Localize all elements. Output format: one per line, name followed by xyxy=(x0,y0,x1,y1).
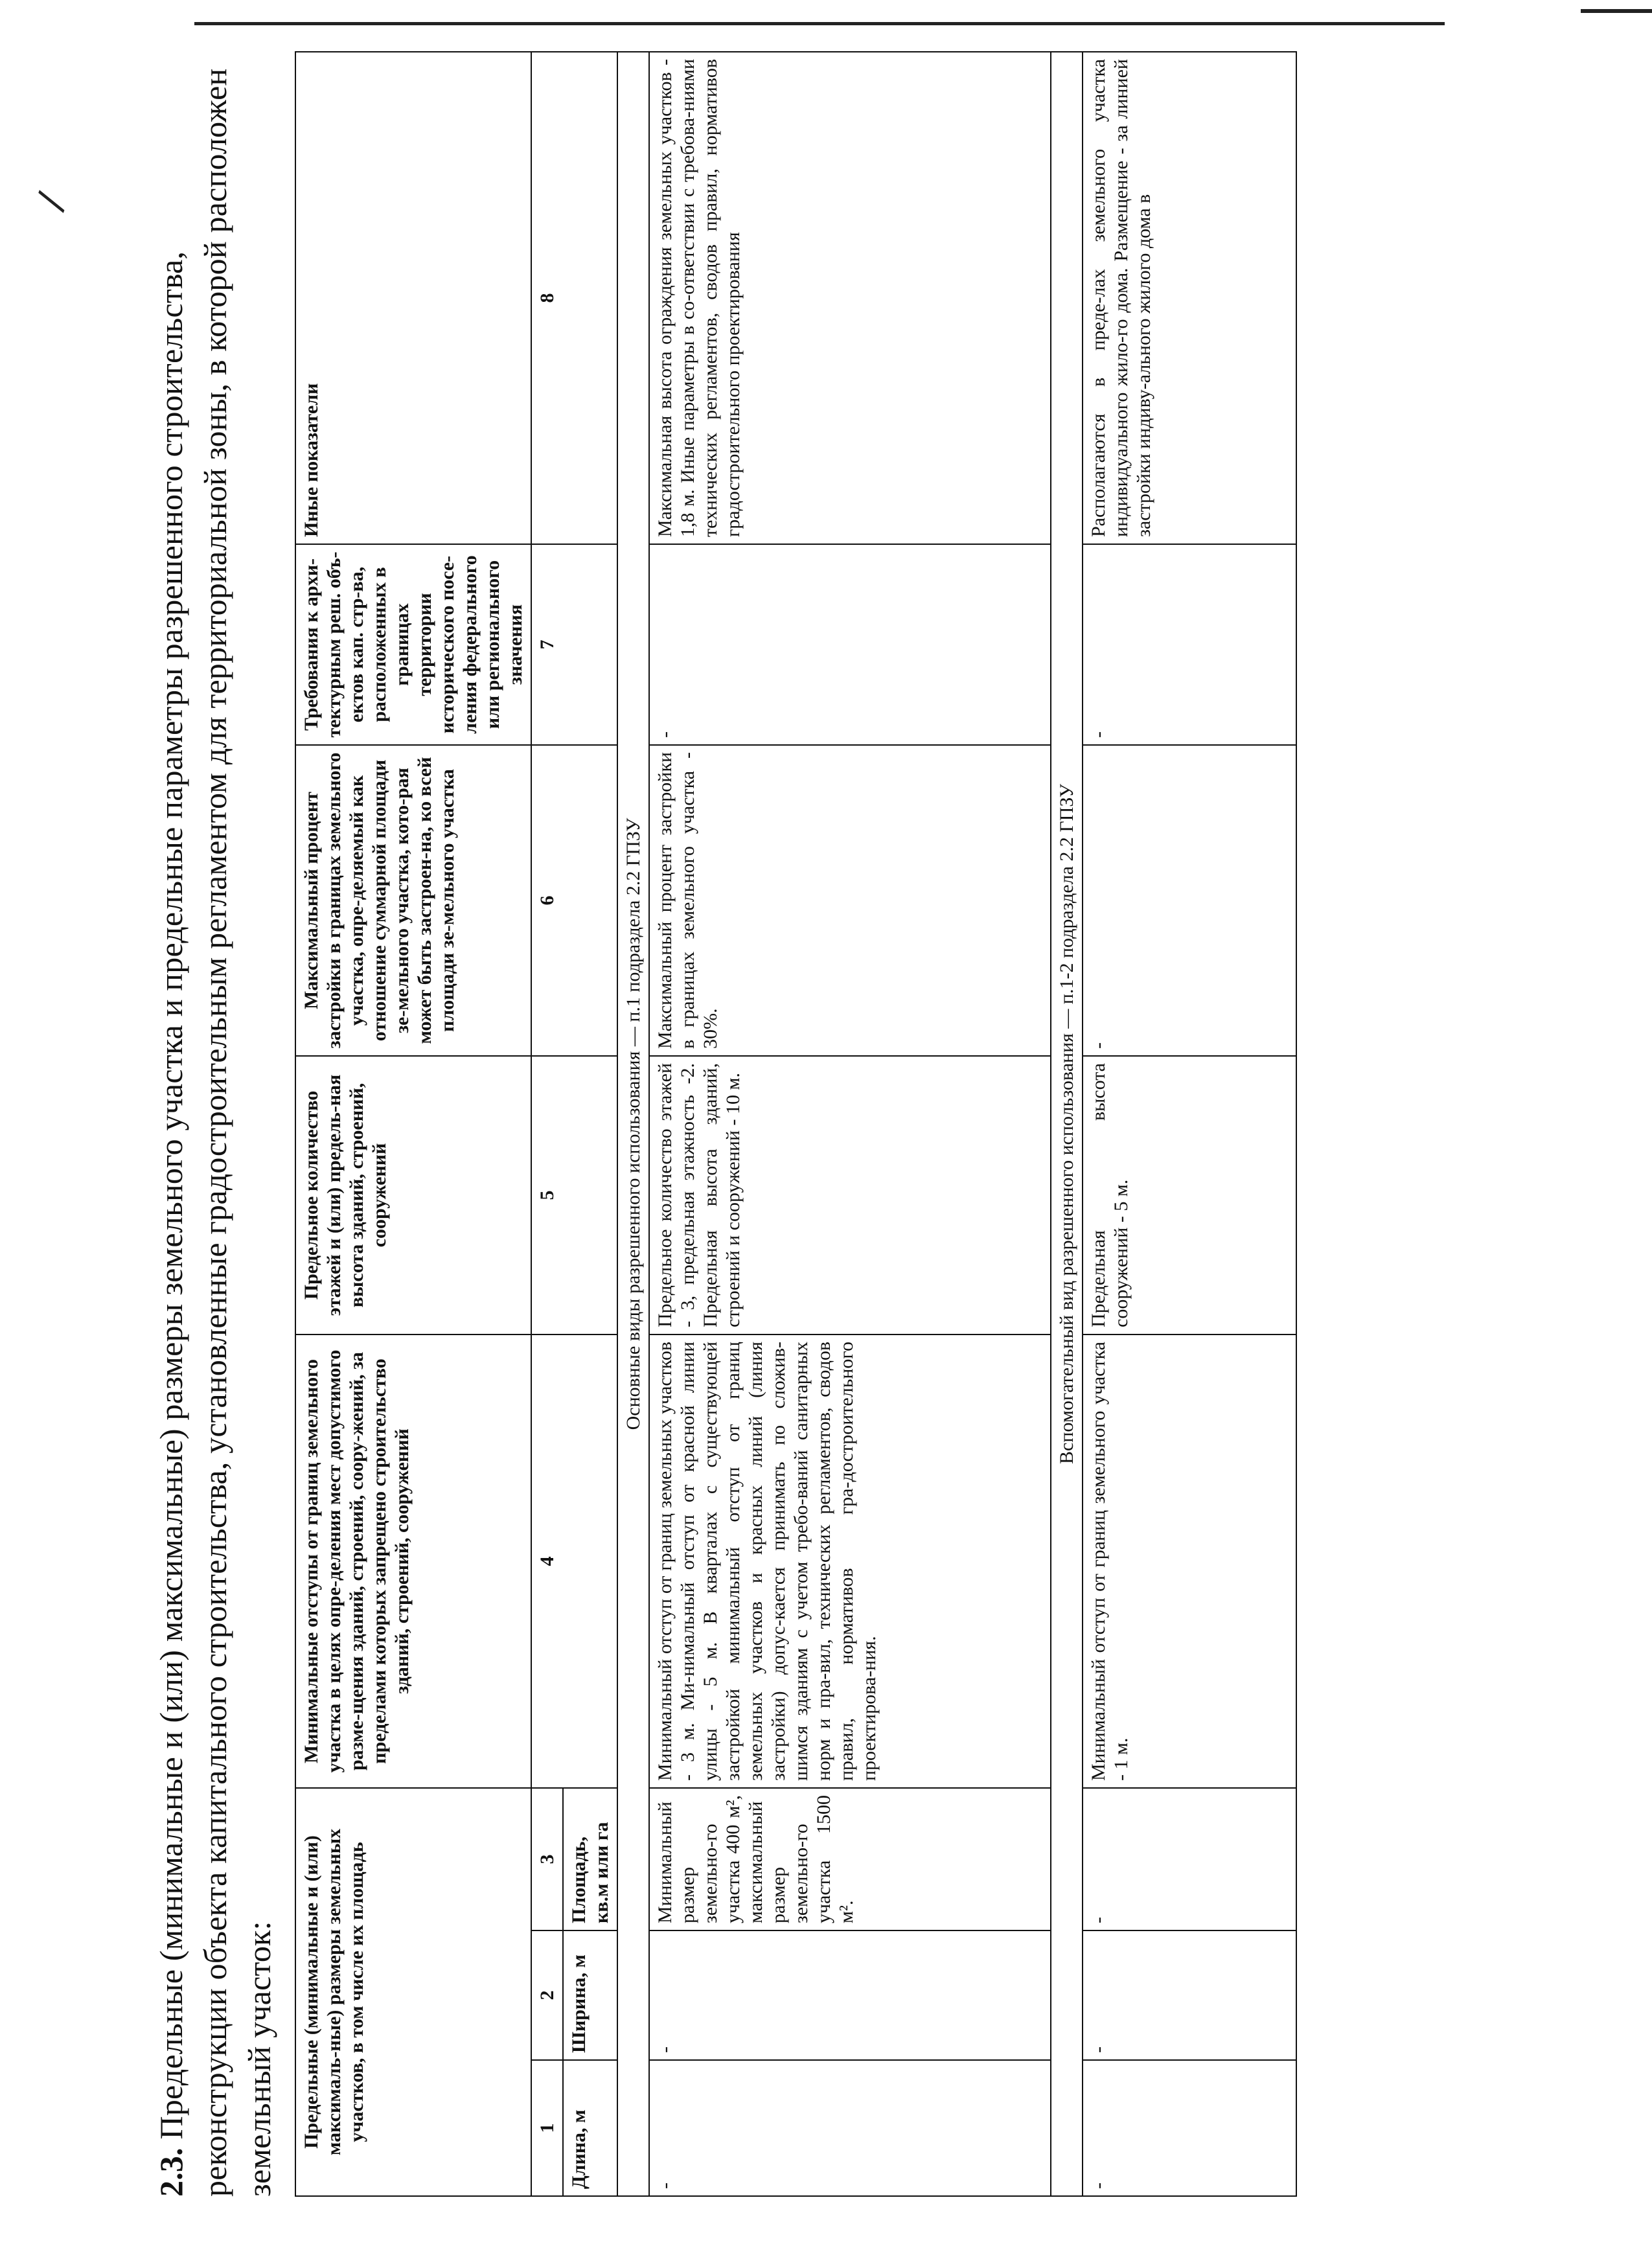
main-length: - xyxy=(649,2060,1051,2196)
col-number-4: 4 xyxy=(531,1334,617,1788)
number-row xyxy=(531,52,563,2196)
heading-text: Предельные (минимальные и (или) максимальные) размеры земельного участка и предельные параметры разрешенного строительства, реконструкции объекта капитального строительства, установленные градостроительным регламентом для территориальной зоны, в которой расположен земельный участок: xyxy=(153,68,277,2197)
aux-width: - xyxy=(1083,1930,1296,2060)
header-row xyxy=(295,52,531,2196)
main-area: Минимальный размер земельно-го участка 400 м², максимальный размер земельно-го участка 1500 м². xyxy=(649,1788,1051,1930)
section-main-row xyxy=(617,52,649,2196)
main-other: Максимальная высота ограждения земельных участков - 1,8 м. Иные параметры в со-ответствии с требова-ниями технических регламентов, сводов правил, нормативов градостроительного проектирования xyxy=(649,52,1051,544)
main-coverage: Максимальный процент застройки в границах земельного участка - 30%. xyxy=(649,745,1051,1056)
aux-data-row xyxy=(1083,52,1296,2196)
header-max-coverage: Максимальный процент застройки в границах земельного участка, опре-деляемый как отношение суммарной площади зе-мельного участка, кото-рая может быть застроен-на, ко всей площади зе-мельного участка xyxy=(295,745,531,1056)
col-number-1: 1 xyxy=(531,2060,563,2196)
subheader-length: Длина, м xyxy=(563,2060,617,2196)
subheader-width: Ширина, м xyxy=(563,1930,617,2060)
heading-number: 2.3. xyxy=(153,2148,189,2197)
main-data-row xyxy=(649,52,1051,2196)
section-heading xyxy=(149,65,281,2197)
section-aux-title: Вспомогательный вид разрешенного использования — п.1-2 подраздела 2.2 ГПЗУ xyxy=(1051,52,1083,2196)
aux-length: - xyxy=(1083,2060,1296,2196)
subheader-area: Площадь, кв.м или га xyxy=(563,1788,617,1930)
aux-architecture: - xyxy=(1083,544,1296,745)
main-floors-height: Предельное количество этажей - 3, предельная этажность -2. Предельная высота зданий, строений и сооружений - 10 м. xyxy=(649,1056,1051,1334)
parameters-table xyxy=(295,51,1297,2197)
aux-setbacks: Минимальный отступ от границ земельного участка - 1 м. xyxy=(1083,1334,1296,1788)
col-number-6: 6 xyxy=(531,745,617,1056)
section-main-title: Основные виды разрешенного использования — п.1 подраздела 2.2 ГПЗУ xyxy=(617,52,649,2196)
col-number-2: 2 xyxy=(531,1930,563,2060)
main-setbacks: Минимальный отступ от границ земельных участков - 3 м. Ми-нимальный отступ от красной линии улицы - 5 м. В кварталах с существующей застройкой минимальный отступ от границ земельных участков и красных линий (линия застройки) допус-кается принимать по сложив-шимся зданиям с учетом требо-ваний санитарных норм и пра-вил, технических регламентов, сводов правил, нормативов гра-достроительного проектирова-ния. xyxy=(649,1334,1051,1788)
main-width: - xyxy=(649,1930,1051,2060)
col-number-3: 3 xyxy=(531,1788,563,1930)
pen-mark: / xyxy=(26,187,78,216)
col-number-5: 5 xyxy=(531,1056,617,1334)
header-setbacks: Минимальные отступы от границ земельного участка в целях опре-деления мест допустимого разме-щения зданий, строений, соору-жений, за пределами которых запрещено строительство зданий, строений, сооружений xyxy=(295,1334,531,1788)
col-number-7: 7 xyxy=(531,544,617,745)
header-other: Иные показатели xyxy=(295,52,531,544)
aux-area: - xyxy=(1083,1788,1296,1930)
aux-floors-height: Предельная высота сооружений - 5 м. xyxy=(1083,1056,1296,1334)
section-aux-row xyxy=(1051,52,1083,2196)
main-architecture: - xyxy=(649,544,1051,745)
header-architecture: Требования к архи-тектурным реш. объ-ектов кап. стр-ва, расположенных в границах территории исторического посе-ления федерального или регионального значения xyxy=(295,544,531,745)
aux-other: Располагаются в преде-лах земельного участка индивидуального жило-го дома. Размещение - за линией застройки индиву-ального жилого дома в xyxy=(1083,52,1296,544)
col-number-8: 8 xyxy=(531,52,617,544)
header-floors-height: Предельное количество этажей и (или) предель-ная высота зданий, строений, сооружений xyxy=(295,1056,531,1334)
aux-coverage: - xyxy=(1083,745,1296,1056)
header-plot-sizes: Предельные (минимальные и (или) максималь-ные) размеры земельных участков, в том числе их площадь xyxy=(295,1788,531,2196)
